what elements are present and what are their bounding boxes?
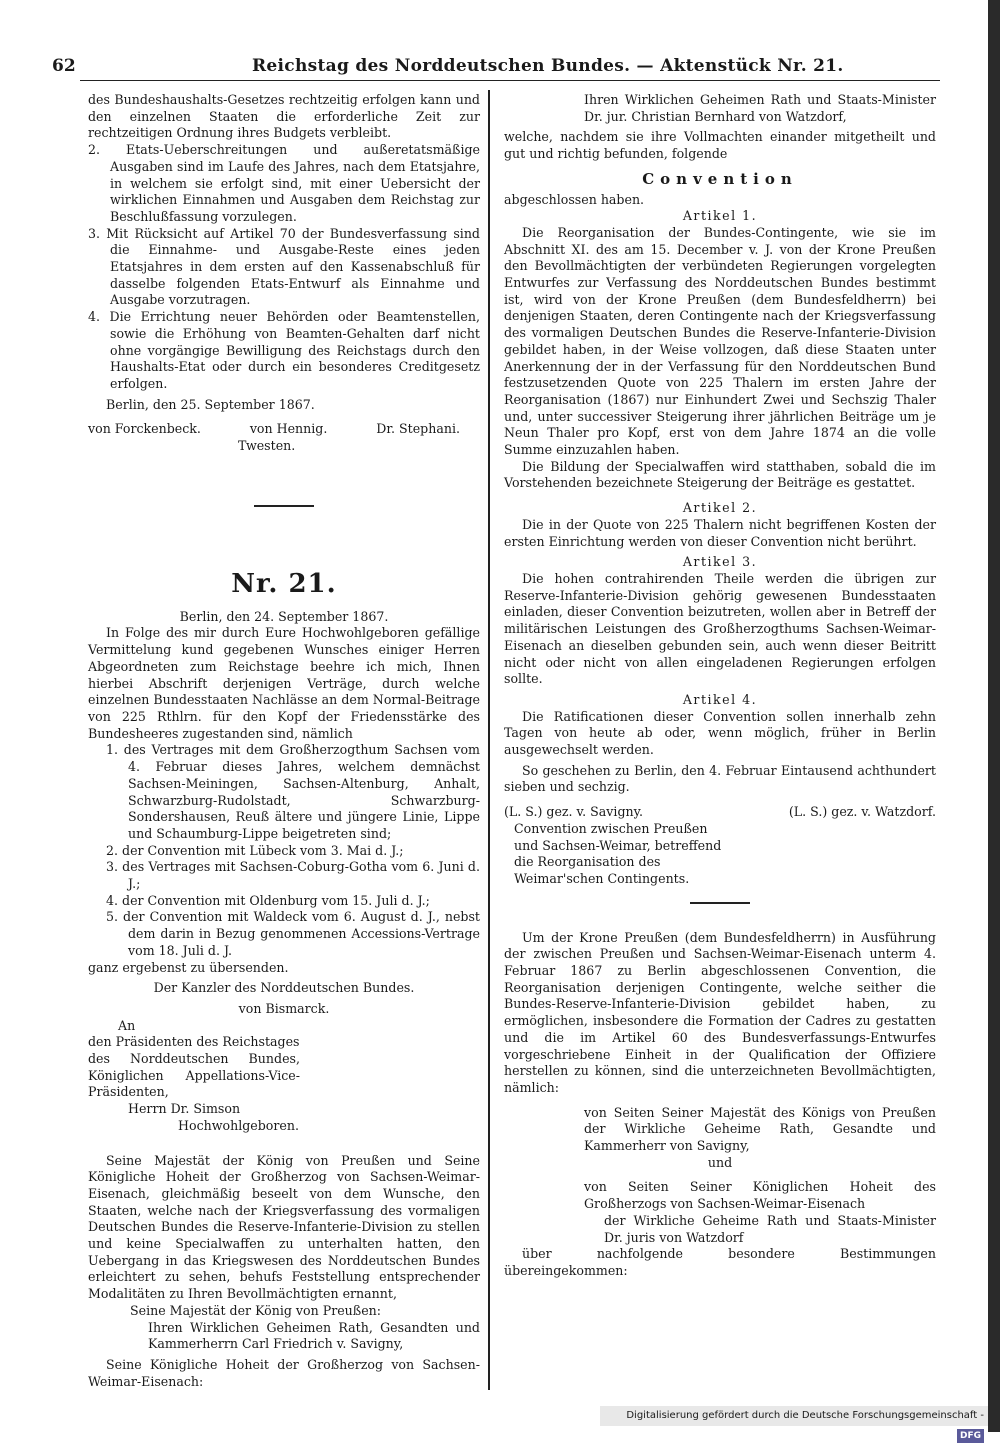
address-line: den Präsidenten des Reichstages (88, 1034, 300, 1050)
document-number: Nr. 21. (231, 568, 337, 599)
exchange-text: welche, nachdem sie ihre Vollmachten einander mitgetheilt und gut und richtig befunden, folgende (504, 129, 936, 162)
article-paragraph: Die Bildung der Specialwaffen wird statthaben, sobald die im Vorstehenden bezeichnete Steigerung der Beiträge es gestattet. (504, 458, 936, 491)
intro-paragraph: In Folge des mir durch Eure Hochwohlgeboren gefällige Vermittelung kund gegebenen Wunsches einiger Herren Abgeordneten zum Reichstage beehre ich mich, Ihnen hierbei Abschrift derjenigen Verträge, durch welche einzelnen Bundesstaaten Nachlässe an dem Normal-Beitrage von 225 Rthlrn. für den Kopf der Friedensstärke des Bundesheeres zugestanden sind, nämlich (88, 625, 480, 741)
seal-signature: (L. S.) gez. v. Watzdorf. (788, 804, 936, 820)
signer: von Hennig. (249, 421, 328, 437)
page-number: 62 (52, 56, 76, 76)
article-paragraph: Die hohen contrahirenden Theile werden die übrigen zur Reserve-Infanterie-Division gehörig gewesenen Bundesstaaten einladen, dieser Convention beizutreten, wollen aber in Betreff der militärischen Leistungen des Großherzogthums Sachsen-Weimar-Eisenach an dieselben gebunden sein, auch wenn dieser Beitritt nicht oder nicht von allen eingeladenen Regierungen erfolgen sollte. (504, 570, 936, 687)
duke-line: Seine Königliche Hoheit der Großherzog von Sachsen-Weimar-Eisenach: (88, 1357, 480, 1389)
concluded-text: abgeschlossen haben. (504, 191, 645, 207)
plenipotentiary: von Seiten Seiner Majestät des Königs von Preußen der Wirkliche Geheime Rath, Gesandte und Kammerherr von Savigny, (584, 1104, 936, 1154)
article-title: Artikel 1. (682, 208, 758, 224)
list-item: 4. der Convention mit Oldenburg vom 15. Juli d. J.; (106, 892, 430, 908)
article-paragraph: Die Reorganisation der Bundes-Contingente, wie sie im Abschnitt XI. des am 15. December v. J. von der Krone Preußen den Bevollmächtigten der verbündeten Regierungen vorgelegten Entwurfes zur Verfassung des Norddeutschen Bundes bestimmt ist, wird von der Krone Preußen (dem Bundesfeldherrn) bei denjenigen Staaten, deren Contingente nach der Kriegsverfassung des vormaligen Deutschen Bundes die Reserve-Infanterie-Division gebildet haben, in der Weise vollzogen, daß diese Staaten unter Anerkennung der in der Verfassung für den Norddeutschen Bund festzusetzenden Quote von 225 Thalern im ersten Jahre der Reorganisation (1867) nur Einhundert Zwei und Sechszig Thaler und, unter successiver Steigerung ihrer jährlichen Beiträge um je Neun Thaler pro Kopf, erst von dem Jahre 1874 an die volle Summe einzuzahlen haben. (504, 224, 936, 458)
convention-note: Convention zwischen Preußen und Sachsen-Weimar, betreffend die Reorganisation des Weimar'schen Contingents. (514, 820, 722, 886)
chancellor-title: Der Kanzler des Norddeutschen Bundes. (153, 980, 415, 996)
list-item: 1. des Vertrages mit dem Großherzogthum Sachsen vom 4. Februar dieses Jahres, welchem demnächst Sachsen-Meiningen, Sachsen-Altenburg, Anhalt, Schwarzburg-Rudolstadt, Schwarzburg-Sondershausen, Reuß ältere und jüngere Linie, Lippe und Schaumburg-Lippe beigetreten sind; (106, 742, 480, 841)
preamble: Seine Majestät der König von Preußen und Seine Königliche Hoheit der Großherzog von Sachsen-Weimar-Eisenach, gleichmäßig beseelt von dem Wunsche, den Staaten, welche nach der Kriegsverfassung des vormaligen Deutschen Bundes die Reserve-Infanterie-Division zu stellen und keine Specialwaffen zu unterhalten hatten, den Uebergang in das Kriegswesen des Norddeutschen Bundes erleichtert zu sehen, behufs Feststellung entsprechender Modalitäten zu Ihren Bevollmächtigten ernannt, (88, 1152, 480, 1302)
plenipotentiary: von Seiten Seiner Königlichen Hoheit des Großherzogs von Sachsen-Weimar-Eisenach (584, 1179, 936, 1212)
section-rule (690, 902, 750, 904)
chancellor-name: von Bismarck. (238, 1000, 330, 1016)
king-representative: Ihren Wirklichen Geheimen Rath, Gesandten und Kammerherrn Carl Friedrich v. Savigny, (148, 1319, 480, 1352)
digitization-footer (600, 1406, 988, 1441)
right-column (504, 92, 936, 1280)
signer: Twesten. (238, 438, 296, 454)
address-line: des Norddeutschen Bundes, Königlichen Appellations-Vice-Präsidenten, (88, 1051, 300, 1100)
duke-representative: Ihren Wirklichen Geheimen Rath und Staats-Minister Dr. jur. Christian Bernhard von Watzdorf, (584, 92, 936, 124)
section-rule (254, 505, 314, 507)
address-an: An (118, 1017, 136, 1033)
article-title: Artikel 3. (682, 554, 758, 570)
list-item: 2. der Convention mit Lübeck vom 3. Mai d. J.; (106, 842, 404, 858)
continuation-text: des Bundeshaushalts-Gesetzes rechtzeitig erfolgen kann und den einzelnen Staaten die erforderliche Zeit zur rechtzeitigen Ordnung ihres Budgets verbleibt. (88, 92, 480, 141)
list-item: 5. der Convention mit Waldeck vom 6. August d. J., nebst dem darin in Bezug genommenen Accessions-Vertrage vom 18. Juli d. J. (106, 909, 480, 958)
running-title: Reichstag des Norddeutschen Bundes. — Aktenstück Nr. 21. (252, 56, 844, 76)
seal-signature: (L. S.) gez. v. Savigny. (504, 804, 644, 820)
article-title: Artikel 2. (682, 500, 758, 516)
dfg-logo: DFG (957, 1429, 984, 1443)
article-paragraph: Die in der Quote von 225 Thalern nicht begriffenen Kosten der ersten Einrichtung werden von dieser Convention nicht berührt. (504, 516, 936, 549)
closing-line: über nachfolgende besondere Bestimmungen übereingekommen: (504, 1246, 936, 1278)
article-title: Artikel 4. (682, 691, 758, 707)
place-date: Berlin, den 25. September 1867. (106, 396, 315, 412)
column-divider (488, 90, 490, 1390)
article-paragraph: Die Ratificationen dieser Convention sollen innerhalb zehn Tagen von heute ab oder, wenn möglich, früher in Berlin ausgewechselt werden. (504, 708, 936, 758)
convention-title: Convention (642, 169, 798, 188)
signers (88, 421, 480, 438)
list-item: 3. Mit Rücksicht auf Artikel 70 der Bundesverfassung sind die Einnahme- und Ausgabe-Reste eines jeden Etatsjahres in dem ersten auf den Kassenabschluß für dasselbe folgenden Etats-Entwurf als Einnahme und Ausgabe vorzutragen. (88, 225, 480, 308)
place-date: Berlin, den 24. September 1867. (179, 608, 389, 624)
plenipotentiary: der Wirkliche Geheime Rath und Staats-Minister Dr. juris von Watzdorf (604, 1212, 936, 1245)
left-column (88, 92, 480, 1390)
done-at: So geschehen zu Berlin, den 4. Februar Eintausend achthundert sieben und sechzig. (504, 762, 936, 795)
signer: von Forckenbeck. (88, 421, 201, 437)
second-paragraph: Um der Krone Preußen (dem Bundesfeldherrn) in Ausführung der zwischen Preußen und Sachsen-Weimar-Eisenach unterm 4. Februar 1867 zu Berlin abgeschlossenen Convention, die Reorganisation derjenigen Contingente, welche seither die Bundes-Reserve-Infanterie-Division gebildet haben, zu ermöglichen, insbesondere die Formation der Cadres zu gestatten und die im Artikel 60 des Bundesverfassungs-Entwurfes vorgeschriebene Einheit in der Qualification der Offiziere herstellen zu können, sind die unterzeichneten Bevollmächtigten, nämlich: (504, 929, 936, 1095)
conjunction: und (707, 1154, 733, 1170)
list-item: 2. Etats-Ueberschreitungen und außeretatsmäßige Ausgaben sind im Laufe des Jahres, nach dem Etatsjahre, in welchem sie erfolgt sind, mit einer Uebersicht der wirklichen Einnahmen und Ausgaben dem Reichstag zur Beschlußfassung vorzulegen. (88, 142, 480, 224)
scan-edge (988, 0, 1000, 1432)
page-header (52, 52, 932, 82)
list-item: 3. des Vertrages mit Sachsen-Coburg-Gotha vom 6. Juni d. J.; (106, 859, 480, 892)
king-line: Seine Majestät der König von Preußen: (130, 1302, 382, 1318)
address-honorific: Hochwohlgeboren. (178, 1117, 299, 1133)
closing-line: ganz ergebenst zu übersenden. (88, 959, 289, 975)
signer: Dr. Stephani. (376, 421, 460, 437)
address-name: Herrn Dr. Simson (128, 1101, 241, 1117)
footer-text: Digitalisierung gefördert durch die Deutsche Forschungsgemeinschaft - (626, 1410, 984, 1421)
header-rule (80, 80, 940, 81)
seals (504, 804, 936, 821)
list-item: 4. Die Errichtung neuer Behörden oder Beamtenstellen, sowie die Erhöhung von Beamten-Gehalten darf nicht ohne vorgängige Bewilligung des Reichstags durch den Haushalts-Etat oder durch ein besonderes Creditgesetz erfolgen. (88, 309, 480, 391)
